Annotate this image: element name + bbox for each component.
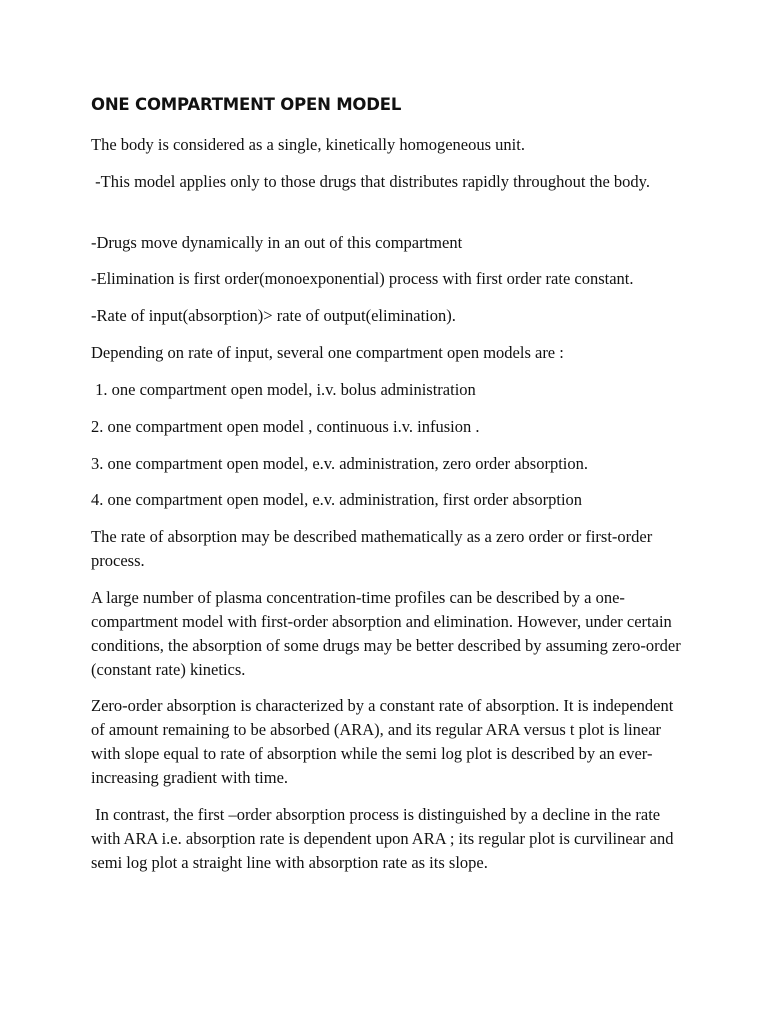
paragraph-models-intro: Depending on rate of input, several one compartment open models are : xyxy=(91,343,564,362)
paragraph-concentration-profiles: A large number of plasma concentration-time profiles can be described by a one-compartment model with first-order absorption and elimination. However, under certain conditions, the absorption of some drugs may be better described by assuming zero-order (constant rate) kinetics. xyxy=(91,588,685,679)
list-item-model-3: 3. one compartment open model, e.v. administration, zero order absorption. xyxy=(91,454,588,473)
paragraph-elimination: -Elimination is first order(monoexponential) process with first order rate constant. xyxy=(91,269,634,288)
list-item-model-4: 4. one compartment open model, e.v. administration, first order absorption xyxy=(91,490,583,509)
paragraph-rapid-distribution: -This model applies only to those drugs that distributes rapidly throughout the body. xyxy=(91,172,650,191)
paragraph-zero-order: Zero-order absorption is characterized by a constant rate of absorption. It is independent of amount remaining to be absorbed (ARA), and its regular ARA versus t plot is linear with slope equal to rate of absorption while the semi log plot is described by an ever-increasing gradient with time. xyxy=(91,696,678,787)
paragraph-drug-movement: -Drugs move dynamically in an out of this compartment xyxy=(91,233,463,252)
list-item-model-1: 1. one compartment open model, i.v. bolus administration xyxy=(91,380,476,399)
paragraph-body-definition: The body is considered as a single, kinetically homogeneous unit. xyxy=(91,135,525,154)
page-title: ONE COMPARTMENT OPEN MODEL xyxy=(91,95,402,114)
paragraph-first-order: In contrast, the first –order absorption process is distinguished by a decline in the rate with ARA i.e. absorption rate is dependent upon ARA ; its regular plot is curvilinear and semi log plot a straight line with absorption rate as its slope. xyxy=(91,805,678,872)
paragraph-rate-input-output: -Rate of input(absorption)> rate of output(elimination). xyxy=(91,306,456,325)
list-item-model-2: 2. one compartment open model , continuous i.v. infusion . xyxy=(91,417,480,436)
paragraph-absorption-rate: The rate of absorption may be described mathematically as a zero order or first-order process. xyxy=(91,527,657,570)
